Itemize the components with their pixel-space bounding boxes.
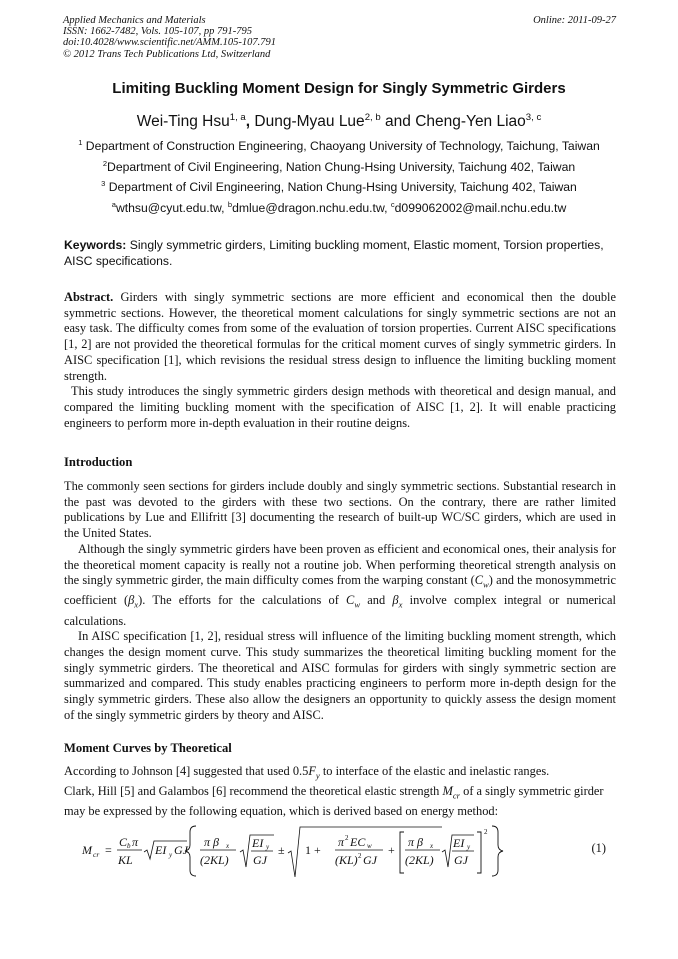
eq-equals: = (105, 843, 112, 857)
affil-text: Department of Civil Engineering, Nation Chung-Hsing University, Taichung 402, Taiwan (105, 180, 577, 194)
eq-ei: EI (155, 843, 167, 857)
section-heading: Introduction (64, 455, 133, 469)
eq-one-plus: 1 + (305, 843, 321, 857)
journal-doi: doi:10.4028/www.scientific.net/AMM.105-107.791 (63, 37, 276, 49)
eq-plus-minus: ± (278, 843, 285, 857)
keywords (64, 237, 616, 269)
eq-kl2-sup: 2 (358, 852, 362, 860)
eq-kl: KL (118, 853, 133, 867)
equation-number: (1) (591, 841, 606, 855)
affil-number: 2 (102, 158, 108, 168)
eq-beta-sub: x (430, 842, 434, 850)
paper-title: Limiting Buckling Moment Design for Singly Symmetric Girders (112, 80, 566, 97)
eq-pi2-sup: 2 (345, 834, 349, 842)
email-marker: b (227, 199, 233, 209)
abstract-label: Abstract. (64, 290, 114, 304)
online-date: Online: 2011-09-27 (533, 15, 616, 26)
journal-header (63, 15, 276, 60)
email-address: d099062002@mail.nchu.edu.tw (394, 201, 567, 215)
eq-ei-sub: y (169, 851, 173, 859)
eq-pi-beta: π β (204, 835, 219, 849)
author-separator: , (245, 113, 255, 130)
affil-text: Department of Construction Engineering, Chaoyang University of Technology, Taichung, Taiwan (82, 139, 600, 153)
eq-pi-beta: π β (408, 835, 423, 849)
author-affil-marker: 1, a (229, 111, 246, 123)
email-marker: c (390, 199, 395, 209)
equation-graphic (80, 823, 620, 879)
eq-kl2: (KL) (335, 853, 358, 867)
email-line (0, 201, 678, 215)
keywords-text: Singly symmetric girders, Limiting buckling moment, Elastic moment, Torsion properties, AISC specifications. (64, 238, 604, 268)
moment-paragraph: According to Johnson [4] suggested that used $0.5F_y$ to interface of the elastic and inelastic ranges. (64, 764, 550, 781)
abstract-paragraph: Girders with singly symmetric sections are more efficient and economical then the double symmetric sections. However, the theoretical moment calculations for singly symmetric sections are not an easy task. The difficulty comes from some of the evaluation of torsion properties. Current AISC specifications [1, 2] are not provided the theoretical formulas for the critical moment curves of singly symmetric girders. In AISC specification [1], which revisions the residual stress design to influence the limiting buckling moment strength. (64, 290, 616, 383)
section-heading: Moment Curves by Theoretical (64, 741, 232, 755)
author-affil-marker: 2, b (364, 111, 381, 123)
intro-paragraph: In AISC specification [1, 2], residual stress will influence of the limiting buckling moment strength, which changes the design moment curve. This study summarizes the theoretical limiting buckling moment for the singly symmetric girders. The theoretical and AISC formulas for girders with singly symmetric section are summarized and compared. This study enables practicing engineers to perform more in-depth design for the singly symmetric girders. These also allow the designers an opportunity to quickly assess the design moment of the singly symmetric girders by theory and AISC. (64, 629, 616, 722)
intro-paragraph: Although the singly symmetric girders have been proven as efficient and economical ones, their analysis for the theoretical moment capacity is really not a routine job. When performing theoretical strength analysis on the singly symmetric girder, the main difficulty comes from the warping constant $(C_w)$ and the monosymmetric coefficient $(\beta_x)$. The efforts for the calculations of $C_w$ and $\beta_x$ involve complex integral or numerical calculations. (64, 541, 617, 628)
eq-cb: C (119, 835, 128, 849)
eq-gj: GJ (454, 853, 468, 867)
eq-right-bracket (477, 832, 481, 873)
eq-square-sup: 2 (484, 828, 488, 836)
eq-right-brace (492, 826, 503, 876)
author-name: Dung-Myau Lue (254, 113, 365, 130)
journal-issn: ISSN: 1662-7482, Vols. 105-107, pp 791-795 (63, 26, 252, 38)
moment-body (64, 764, 616, 820)
introduction-body (64, 479, 616, 723)
author-name: Wei-Ting Hsu (136, 113, 230, 130)
affiliation-2 (0, 160, 678, 174)
abstract (64, 290, 616, 431)
eq-pi2: π (338, 835, 345, 849)
affil-number: 1 (78, 137, 83, 147)
keywords-label: Keywords: (64, 238, 127, 252)
eq-beta-sub: x (226, 842, 230, 850)
eq-lhs: M (82, 843, 92, 857)
affiliation-3 (0, 180, 678, 194)
email-marker: a (111, 199, 116, 209)
email-address: wthsu@cyut.edu.tw, (115, 201, 228, 215)
eq-plus: + (388, 843, 395, 857)
eq-ecw-sub: w (367, 842, 372, 850)
eq-cb-sub: b (127, 842, 131, 850)
journal-copyright: © 2012 Trans Tech Publications Ltd, Switzerland (63, 48, 271, 60)
affiliation-1 (0, 139, 678, 153)
author-separator: and (380, 113, 416, 130)
eq-left-bracket (400, 832, 404, 873)
eq-ei-sub: y (467, 843, 471, 851)
eq-ei: EI (252, 836, 264, 850)
moment-paragraph: Clark, Hill [5] and Galambos [6] recommend the theoretical elastic strength $M_{cr}$ of a singly symmetric girder may be expressed by the following equation, which is derived based on energy method: (64, 784, 604, 819)
eq-lhs-sub: cr (93, 850, 100, 859)
eq-pi: π (132, 835, 139, 849)
author-name: Cheng-Yen Liao (415, 113, 526, 130)
affil-number: 3 (101, 178, 106, 188)
eq-gj: GJ (174, 843, 188, 857)
eq-gj: GJ (253, 853, 267, 867)
email-address: dmlue@dragon.nchu.edu.tw, (232, 201, 391, 215)
eq-ei-sub: y (266, 843, 270, 851)
eq-gj: GJ (363, 853, 377, 867)
intro-paragraph: The commonly seen sections for girders include doubly and singly symmetric sections. Substantial research in the past was devoted to the girders with these two sections. On the contrary, there are rather limited publications by Lue and Ellifritt [3] documenting the research of built-up WC/SC girders, which are used in the United States. (64, 479, 616, 541)
equation-1 (80, 823, 620, 879)
abstract-paragraph: This study introduces the singly symmetric girders design methods with theoretical and design manual, and compared the limiting buckling moment with the specification of AISC [1, 2]. It will enable practicing engineers to perform more in-depth evaluation in their routine deigns. (64, 384, 616, 430)
eq-2kl: (2KL) (405, 853, 434, 867)
eq-ecw: EC (350, 835, 366, 849)
eq-2kl: (2KL) (200, 853, 229, 867)
affil-text: Department of Civil Engineering, Nation Chung-Hsing University, Taichung 402, Taiwan (107, 160, 576, 174)
author-affil-marker: 3, c (525, 111, 542, 123)
eq-ei: EI (453, 836, 465, 850)
journal-name: Applied Mechanics and Materials (63, 15, 206, 26)
author-line (0, 113, 678, 131)
